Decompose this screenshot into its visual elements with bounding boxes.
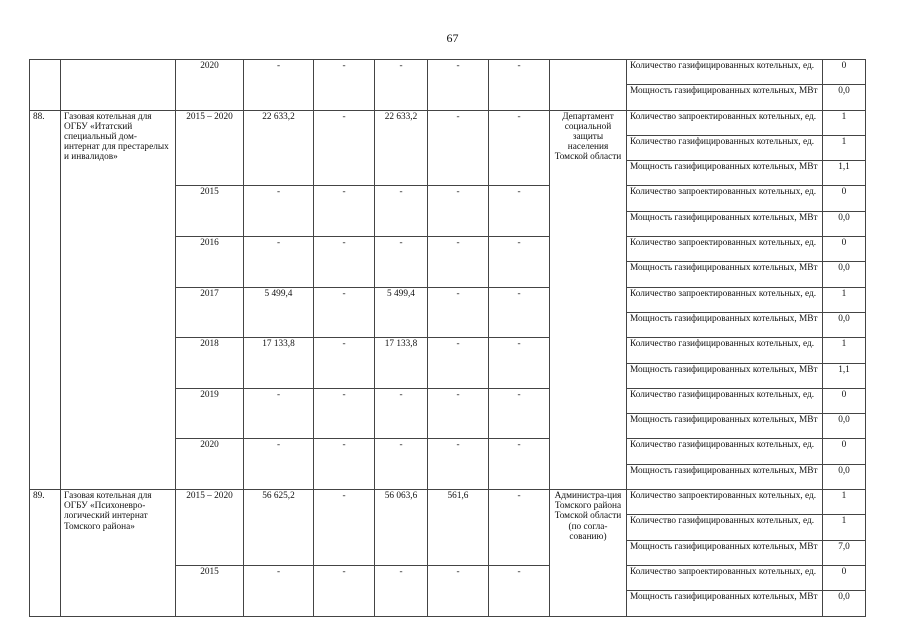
amount-1: - (314, 186, 375, 237)
indicator-value: 1 (823, 287, 866, 312)
item-name-cell (61, 60, 176, 111)
item-number-cell (30, 60, 61, 111)
amount-4: - (489, 186, 550, 237)
amount-4: - (489, 110, 550, 186)
indicator-value: 0 (823, 439, 866, 464)
amount-3: - (428, 110, 489, 186)
indicator-label: Количество газифицированных котельных, ед. (627, 515, 823, 540)
item-name: Газовая котельная для ОГБУ «Итатский специальный дом-интернат для престарелых и инвалидов» (61, 110, 176, 489)
department: Администра-ция Томского района Томской области (по согла-сованию) (550, 490, 627, 616)
amount-1: - (314, 60, 375, 111)
indicator-label: Количество газифицированных котельных, ед. (627, 135, 823, 160)
indicator-label: Мощность газифицированных котельных, МВт (627, 211, 823, 236)
indicator-value: 1 (823, 135, 866, 160)
amount-1: - (314, 490, 375, 566)
amount-0: - (244, 186, 314, 237)
amount-2: - (375, 439, 428, 490)
indicator-label: Количество запроектированных котельных, ед. (627, 237, 823, 262)
amount-0: - (244, 388, 314, 439)
indicator-value: 0,0 (823, 211, 866, 236)
indicator-value: 0 (823, 186, 866, 211)
amount-0: 22 633,2 (244, 110, 314, 186)
indicator-label: Количество запроектированных котельных, ед. (627, 565, 823, 590)
table-row (30, 490, 866, 515)
amount-1: - (314, 338, 375, 389)
indicator-value: 1 (823, 110, 866, 135)
indicator-value: 0,0 (823, 464, 866, 489)
indicator-label: Мощность газифицированных котельных, МВт (627, 591, 823, 616)
table-row (30, 110, 866, 135)
period: 2018 (176, 338, 244, 389)
amount-3: - (428, 237, 489, 288)
amount-4: - (489, 439, 550, 490)
amount-0: - (244, 60, 314, 111)
amount-0: 17 133,8 (244, 338, 314, 389)
indicator-value: 0 (823, 565, 866, 590)
amount-3: - (428, 60, 489, 111)
indicator-label: Количество газифицированных котельных, ед. (627, 388, 823, 413)
indicator-label: Количество газифицированных котельных, ед. (627, 439, 823, 464)
indicator-label: Мощность газифицированных котельных, МВт (627, 262, 823, 287)
indicator-label: Количество запроектированных котельных, ед. (627, 287, 823, 312)
amount-2: 5 499,4 (375, 287, 428, 338)
amount-3: - (428, 338, 489, 389)
indicator-value: 0,0 (823, 312, 866, 337)
period: 2015 – 2020 (176, 110, 244, 186)
indicator-value: 0 (823, 237, 866, 262)
indicator-value: 1 (823, 490, 866, 515)
amount-4: - (489, 388, 550, 439)
amount-1: - (314, 388, 375, 439)
amount-4: - (489, 60, 550, 111)
amount-0: - (244, 237, 314, 288)
amount-4: - (489, 287, 550, 338)
indicator-label: Мощность газифицированных котельных, МВт (627, 363, 823, 388)
indicator-value: 0 (823, 60, 866, 85)
period: 2016 (176, 237, 244, 288)
amount-1: - (314, 237, 375, 288)
indicator-value: 1,1 (823, 363, 866, 388)
indicator-label: Количество запроектированных котельных, ед. (627, 490, 823, 515)
period: 2015 – 2020 (176, 490, 244, 566)
amount-2: - (375, 565, 428, 616)
amount-3: - (428, 388, 489, 439)
indicator-label: Количество запроектированных котельных, ед. (627, 186, 823, 211)
department-cell (550, 60, 627, 111)
amount-4: - (489, 565, 550, 616)
department: Департамент социальной защиты населения Томской области (550, 110, 627, 489)
table-row (30, 60, 866, 85)
indicator-label: Мощность газифицированных котельных, МВт (627, 414, 823, 439)
indicator-label: Количество запроектированных котельных, ед. (627, 110, 823, 135)
amount-1: - (314, 565, 375, 616)
amount-4: - (489, 237, 550, 288)
item-name: Газовая котельная для ОГБУ «Психоневро-логический интернат Томского района» (61, 490, 176, 616)
indicator-value: 0 (823, 388, 866, 413)
amount-2: - (375, 60, 428, 111)
indicator-value: 7,0 (823, 540, 866, 565)
indicator-value: 0,0 (823, 414, 866, 439)
amount-0: - (244, 439, 314, 490)
amount-4: - (489, 490, 550, 566)
amount-2: 22 633,2 (375, 110, 428, 186)
item-number: 88. (30, 110, 61, 489)
indicator-label: Мощность газифицированных котельных, МВт (627, 85, 823, 110)
amount-1: - (314, 110, 375, 186)
indicator-value: 1 (823, 338, 866, 363)
period: 2020 (176, 60, 244, 111)
period: 2020 (176, 439, 244, 490)
amount-3: - (428, 287, 489, 338)
item-number: 89. (30, 490, 61, 616)
period: 2017 (176, 287, 244, 338)
amount-3: - (428, 186, 489, 237)
program-table (29, 59, 866, 617)
amount-2: - (375, 237, 428, 288)
period: 2015 (176, 565, 244, 616)
amount-0: - (244, 565, 314, 616)
period: 2019 (176, 388, 244, 439)
amount-2: 56 063,6 (375, 490, 428, 566)
amount-4: - (489, 338, 550, 389)
period: 2015 (176, 186, 244, 237)
page-number: 67 (446, 31, 459, 45)
amount-2: - (375, 388, 428, 439)
amount-1: - (314, 439, 375, 490)
indicator-label: Мощность газифицированных котельных, МВт (627, 464, 823, 489)
indicator-label: Мощность газифицированных котельных, МВт (627, 312, 823, 337)
indicator-label: Количество газифицированных котельных, ед. (627, 338, 823, 363)
amount-3: - (428, 439, 489, 490)
amount-2: 17 133,8 (375, 338, 428, 389)
indicator-value: 1 (823, 515, 866, 540)
indicator-label: Мощность газифицированных котельных, МВт (627, 540, 823, 565)
amount-0: 5 499,4 (244, 287, 314, 338)
indicator-value: 0,0 (823, 262, 866, 287)
indicator-label: Мощность газифицированных котельных, МВт (627, 161, 823, 186)
indicator-value: 0,0 (823, 85, 866, 110)
indicator-value: 1,1 (823, 161, 866, 186)
amount-0: 56 625,2 (244, 490, 314, 566)
amount-1: - (314, 287, 375, 338)
indicator-label: Количество газифицированных котельных, ед. (627, 60, 823, 85)
indicator-value: 0,0 (823, 591, 866, 616)
amount-3: - (428, 565, 489, 616)
amount-2: - (375, 186, 428, 237)
amount-3: 561,6 (428, 490, 489, 566)
